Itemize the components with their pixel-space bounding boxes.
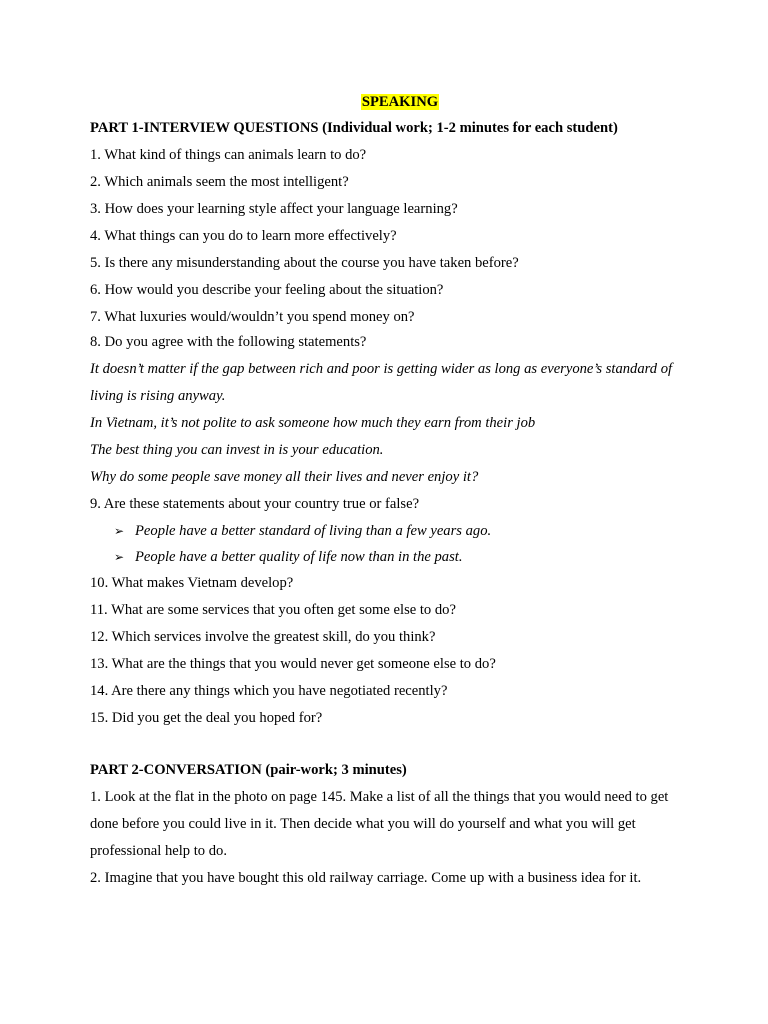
statement-3: The best thing you can invest in is your education.: [90, 442, 384, 458]
title-highlight: SPEAKING: [361, 94, 439, 110]
arrow-bullet-icon: ➢: [114, 550, 125, 564]
question-4: 4. What things can you do to learn more effectively?: [90, 228, 397, 244]
question-13: 13. What are the things that you would never get someone else to do?: [90, 656, 496, 672]
question-1: 1. What kind of things can animals learn to do?: [90, 147, 367, 163]
part2-item-1-line-2: done before you could live in it. Then decide what you will do yourself and what you will get: [90, 816, 636, 832]
part2-heading: PART 2-CONVERSATION (pair-work; 3 minutes): [90, 762, 407, 778]
bullet-text-2: People have a better quality of life now than in the past.: [135, 549, 463, 565]
part2-item-2: 2. Imagine that you have bought this old railway carriage. Come up with a business idea for it.: [90, 870, 642, 886]
question-5: 5. Is there any misunderstanding about the course you have taken before?: [90, 255, 519, 271]
question-9: 9. Are these statements about your country true or false?: [90, 496, 420, 512]
question-3: 3. How does your learning style affect your language learning?: [90, 201, 458, 217]
arrow-bullet-icon: ➢: [114, 524, 125, 538]
question-12: 12. Which services involve the greatest skill, do you think?: [90, 629, 436, 645]
question-15: 15. Did you get the deal you hoped for?: [90, 710, 323, 726]
question-2: 2. Which animals seem the most intelligent?: [90, 174, 349, 190]
part1-heading: PART 1-INTERVIEW QUESTIONS (Individual work; 1-2 minutes for each student): [90, 120, 618, 136]
question-10: 10. What makes Vietnam develop?: [90, 575, 294, 591]
question-14: 14. Are there any things which you have negotiated recently?: [90, 683, 448, 699]
question-6: 6. How would you describe your feeling about the situation?: [90, 282, 444, 298]
statement-1-line-1: It doesn’t matter if the gap between rich and poor is getting wider as long as everyone’s standard of: [90, 361, 673, 377]
part2-item-1-line-3: professional help to do.: [90, 843, 227, 859]
question-11: 11. What are some services that you often get some else to do?: [90, 602, 456, 618]
part2-item-1-line-1: 1. Look at the flat in the photo on page 145. Make a list of all the things that you would need to get: [90, 789, 669, 805]
statement-4: Why do some people save money all their lives and never enjoy it?: [90, 469, 479, 485]
bullet-item-1: [114, 522, 491, 540]
statement-2: In Vietnam, it’s not polite to ask someone how much they earn from their job: [90, 415, 536, 431]
question-8: 8. Do you agree with the following statements?: [90, 334, 367, 350]
document-title: [0, 93, 768, 111]
bullet-text-1: People have a better standard of living than a few years ago.: [135, 523, 492, 539]
question-7: 7. What luxuries would/wouldn’t you spend money on?: [90, 309, 415, 325]
bullet-item-2: [114, 548, 463, 566]
statement-1-line-2: living is rising anyway.: [90, 388, 226, 404]
